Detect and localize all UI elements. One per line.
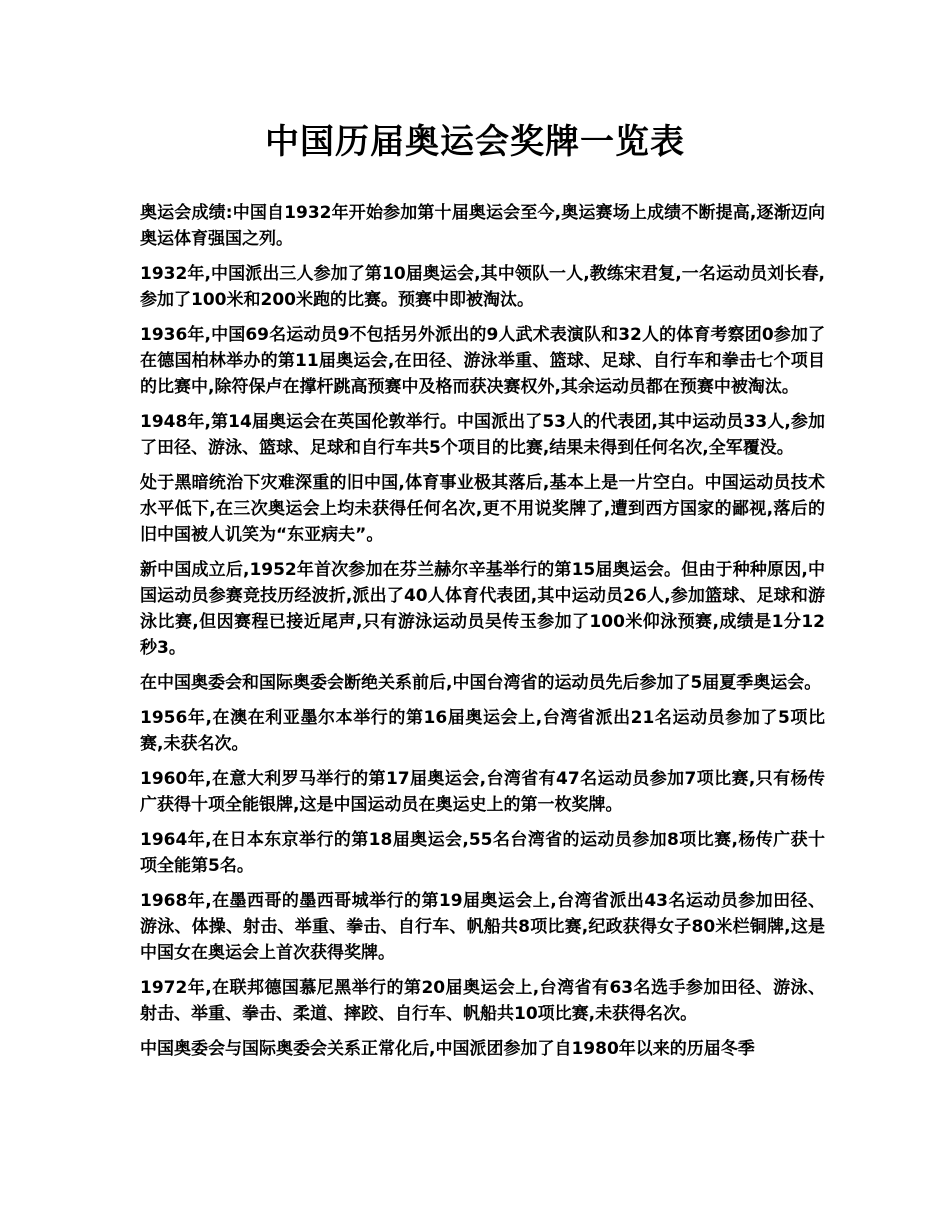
paragraph: 1968年,在墨西哥的墨西哥城举行的第19届奥运会上,台湾省派出43名运动员参加田径、游泳、体操、射击、举重、拳击、自行车、帆船共8项比赛,纪政获得女子80米栏铜牌,这是中国女在奥运会上首次获得奖牌。 (140, 891, 825, 963)
paragraph: 处于黑暗统治下灾难深重的旧中国,体育事业极其落后,基本上是一片空白。中国运动员技术水平低下,在三次奥运会上均未获得任何名次,更不用说奖牌了,遭到西方国家的鄙视,落后的旧中国被人讥笑为“东亚病夫”。 (140, 473, 825, 545)
paragraph: 奥运会成绩:中国自1932年开始参加第十届奥运会至今,奥运赛场上成绩不断提高,逐渐迈向奥运体育强国之列。 (140, 203, 825, 249)
paragraph: 1960年,在意大利罗马举行的第17届奥运会,台湾省有47名运动员参加7项比赛,只有杨传广获得十项全能银牌,这是中国运动员在奥运史上的第一枚奖牌。 (140, 769, 825, 815)
paragraph: 1972年,在联邦德国慕尼黑举行的第20届奥运会上,台湾省有63名选手参加田径、游泳、射击、举重、拳击、柔道、摔跤、自行车、帆船共10项比赛,未获得名次。 (140, 978, 825, 1024)
paragraph: 1932年,中国派出三人参加了第10届奥运会,其中领队一人,教练宋君复,一名运动员刘长春,参加了100米和200米跑的比赛。预赛中即被淘汰。 (140, 264, 825, 310)
paragraph: 中国奥委会与国际奥委会关系正常化后,中国派团参加了自1980年以来的历届冬季 (140, 1039, 755, 1059)
paragraph: 1964年,在日本东京举行的第18届奥运会,55名台湾省的运动员参加8项比赛,杨传广获十项全能第5名。 (140, 830, 825, 876)
paragraph: 在中国奥委会和国际奥委会断绝关系前后,中国台湾省的运动员先后参加了5届夏季奥运会。 (140, 673, 822, 693)
document-body (140, 200, 825, 1071)
document-title: 中国历届奥运会奖牌一览表 (265, 122, 685, 162)
paragraph: 1956年,在澳在利亚墨尔本举行的第16届奥运会上,台湾省派出21名运动员参加了5项比赛,未获名次。 (140, 708, 825, 754)
paragraph: 1948年,第14届奥运会在英国伦敦举行。中国派出了53人的代表团,其中运动员33人,参加了田径、游泳、篮球、足球和自行车共5个项目的比赛,结果未得到任何名次,全军覆没。 (140, 412, 825, 458)
paragraph: 1936年,中国69名运动员9不包括另外派出的9人武术表演队和32人的体育考察团0参加了在德国柏林举办的第11届奥运会,在田径、游泳举重、篮球、足球、自行车和拳击七个项目的比赛中,除符保卢在撑杆跳高预赛中及格而获决赛权外,其余运动员都在预赛中被淘汰。 (140, 325, 825, 397)
paragraph: 新中国成立后,1952年首次参加在芬兰赫尔辛基举行的第15届奥运会。但由于种种原因,中国运动员参赛竞技历经波折,派出了40人体育代表团,其中运动员26人,参加篮球、足球和游泳比赛,但因赛程已接近尾声,只有游泳运动员吴传玉参加了100米仰泳预赛,成绩是1分12秒3。 (140, 560, 825, 658)
